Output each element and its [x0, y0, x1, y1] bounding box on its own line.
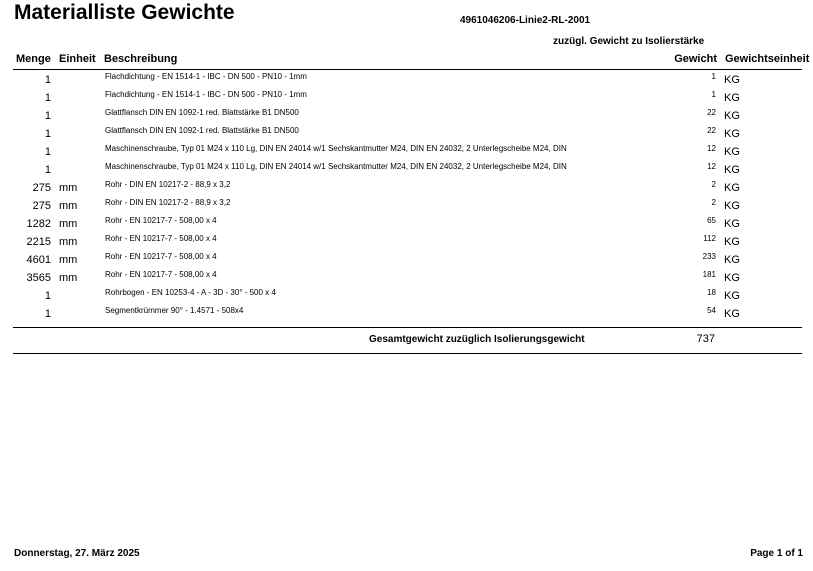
cell-gewicht: 181 [702, 270, 716, 279]
cell-beschreibung: Flachdichtung - EN 1514-1 - IBC - DN 500 - PN10 - 1mm [105, 72, 307, 81]
cell-menge: 1 [44, 164, 51, 176]
cell-gewicht: 65 [707, 216, 716, 225]
table-row [0, 125, 813, 143]
cell-beschreibung: Rohr - EN 10217-7 - 508,00 x 4 [105, 270, 217, 279]
cell-menge: 1282 [26, 218, 51, 230]
cell-gewicht: 2 [711, 198, 716, 207]
cell-menge: 1 [44, 146, 51, 158]
cell-beschreibung: Flachdichtung - EN 1514-1 - IBC - DN 500 - PN10 - 1mm [105, 90, 307, 99]
table-row [0, 251, 813, 269]
table-row [0, 305, 813, 323]
cell-gewichtseinheit: KG [724, 254, 740, 266]
total-value: 737 [696, 333, 715, 345]
cell-gewicht: 112 [703, 234, 716, 243]
cell-einheit: mm [59, 254, 78, 266]
table-row [0, 197, 813, 215]
cell-gewichtseinheit: KG [724, 92, 740, 104]
cell-gewichtseinheit: KG [724, 182, 740, 194]
footer-date: Donnerstag, 27. März 2025 [14, 548, 140, 559]
cell-gewichtseinheit: KG [724, 128, 740, 140]
cell-menge: 1 [44, 128, 51, 140]
cell-menge: 275 [32, 182, 51, 194]
table-row [0, 215, 813, 233]
cell-gewicht: 1 [711, 90, 716, 99]
cell-einheit: mm [59, 236, 78, 248]
cell-gewichtseinheit: KG [724, 218, 740, 230]
cell-gewicht: 22 [707, 108, 716, 117]
column-header-einheit: Einheit [59, 53, 96, 65]
cell-gewicht: 1 [711, 72, 716, 81]
cell-beschreibung: Rohr - EN 10217-7 - 508,00 x 4 [105, 216, 217, 225]
cell-menge: 1 [44, 308, 51, 320]
column-header-menge: Menge [16, 53, 51, 65]
column-header-beschreibung: Beschreibung [104, 53, 178, 65]
cell-gewicht: 22 [707, 126, 716, 135]
total-top-divider [13, 327, 802, 328]
cell-gewichtseinheit: KG [724, 164, 740, 176]
cell-menge: 275 [32, 200, 51, 212]
cell-menge: 2215 [26, 236, 51, 248]
cell-einheit: mm [59, 200, 78, 212]
cell-gewichtseinheit: KG [724, 290, 740, 302]
table-row [0, 89, 813, 107]
table-row [0, 107, 813, 125]
total-bottom-divider [13, 353, 802, 354]
cell-gewichtseinheit: KG [724, 236, 740, 248]
cell-einheit: mm [59, 218, 78, 230]
cell-beschreibung: Segmentkrümmer 90° - 1.4571 - 508x4 [105, 306, 244, 315]
table-row [0, 143, 813, 161]
cell-gewicht: 18 [707, 288, 716, 297]
cell-gewichtseinheit: KG [724, 74, 740, 86]
cell-gewichtseinheit: KG [724, 272, 740, 284]
cell-beschreibung: Rohrbogen - EN 10253-4 - A - 3D - 30° - 500 x 4 [105, 288, 276, 297]
column-header-gewichtseinheit: Gewichtseinheit [725, 53, 810, 65]
cell-gewichtseinheit: KG [724, 146, 740, 158]
cell-beschreibung: Rohr - EN 10217-7 - 508,00 x 4 [105, 252, 217, 261]
header-divider [13, 69, 802, 70]
cell-beschreibung: Maschinenschraube, Typ 01 M24 x 110 Lg, DIN EN 24014 w/1 Sechskantmutter M24, DIN EN 24032, 2 Unterlegscheibe M24, DIN [105, 162, 567, 171]
column-header-gewicht: Gewicht [674, 53, 717, 65]
cell-gewicht: 54 [707, 306, 716, 315]
cell-menge: 1 [44, 74, 51, 86]
cell-beschreibung: Glattflansch DIN EN 1092-1 red. Blattstärke B1 DN500 [105, 126, 299, 135]
cell-beschreibung: Glattflansch DIN EN 1092-1 red. Blattstärke B1 DN500 [105, 108, 299, 117]
cell-beschreibung: Rohr - EN 10217-7 - 508,00 x 4 [105, 234, 217, 243]
table-row [0, 287, 813, 305]
insulation-note: zuzügl. Gewicht zu Isolierstärke [553, 36, 705, 47]
cell-menge: 4601 [26, 254, 51, 266]
page-title: Materialliste Gewichte [14, 1, 235, 24]
page-number: Page 1 of 1 [750, 548, 803, 559]
cell-menge: 1 [44, 290, 51, 302]
table-row [0, 179, 813, 197]
table-row [0, 71, 813, 89]
cell-menge: 3565 [26, 272, 51, 284]
cell-gewichtseinheit: KG [724, 200, 740, 212]
cell-gewicht: 12 [707, 144, 716, 153]
cell-menge: 1 [44, 92, 51, 104]
cell-gewicht: 233 [702, 252, 716, 261]
table-row [0, 233, 813, 251]
cell-beschreibung: Rohr - DIN EN 10217-2 - 88,9 x 3,2 [105, 198, 231, 207]
material-table [0, 71, 813, 323]
cell-gewichtseinheit: KG [724, 308, 740, 320]
table-row [0, 161, 813, 179]
cell-beschreibung: Rohr - DIN EN 10217-2 - 88,9 x 3,2 [105, 180, 231, 189]
cell-gewichtseinheit: KG [724, 110, 740, 122]
cell-gewicht: 2 [711, 180, 716, 189]
document-id: 4961046206-Linie2-RL-2001 [460, 15, 591, 26]
total-label: Gesamtgewicht zuzüglich Isolierungsgewicht [369, 334, 585, 345]
cell-einheit: mm [59, 272, 78, 284]
cell-menge: 1 [44, 110, 51, 122]
cell-einheit: mm [59, 182, 78, 194]
cell-gewicht: 12 [707, 162, 716, 171]
cell-beschreibung: Maschinenschraube, Typ 01 M24 x 110 Lg, DIN EN 24014 w/1 Sechskantmutter M24, DIN EN 24032, 2 Unterlegscheibe M24, DIN [105, 144, 567, 153]
table-row [0, 269, 813, 287]
